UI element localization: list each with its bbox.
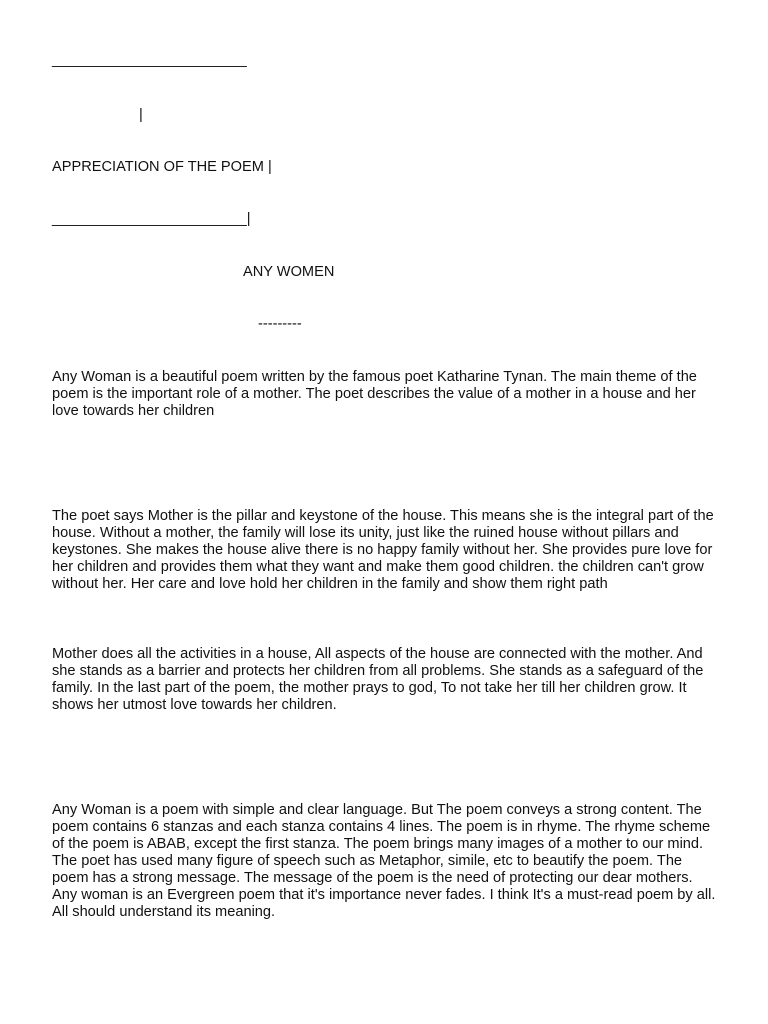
paragraph-introduction: Any Woman is a beautiful poem written by the famous poet Katharine Tynan. The main theme of the poem is the important role of a mother. The poet describes the value of a mother in a house and her love towards her children [52, 369, 697, 419]
paragraph-activities: Mother does all the activities in a house, All aspects of the house are connected with the mother. And she stands as a barrier and protects her children from all problems. She stands as a safeguard of the family. In the last part of the poem, the mother prays to god, To not take her till her children grow. It shows her utmost love towards her children. [52, 646, 704, 713]
top-underline-rule: ________________________ [52, 52, 247, 68]
section-heading: APPRECIATION OF THE POEM | [52, 159, 272, 175]
paragraph-pillar-keystone: The poet says Mother is the pillar and keystone of the house. This means she is the integral part of the house. Without a mother, the family will lose its unity, just like the ruined house without pillars and keystones. She makes the house alive there is no happy family without her. She provides pure love for her children and provides them what they want and make them good children. the children can't grow without her. Her care and love hold her children in the family and show them right path [52, 508, 714, 592]
title-separator-dashes: --------- [258, 316, 302, 332]
pipe-separator: | [139, 107, 143, 123]
paragraph-language-style: Any Woman is a poem with simple and clear language. But The poem conveys a strong content. The poem contains 6 stanzas and each stanza contains 4 lines. The poem is in rhyme. The rhyme scheme of the poem is ABAB, except the first stanza. The poem brings many images of a mother to our mind. The poet has used many figure of speech such as Metaphor, simile, etc to beautify the poem. The poem has a strong message. The message of the poem is the need of protecting our dear mothers. Any woman is an Evergreen poem that it's importance never fades. I think It's a must-read poem by all. All should understand its meaning. [52, 802, 716, 920]
bottom-underline-rule: ________________________| [52, 211, 251, 227]
poem-title: ANY WOMEN [243, 264, 335, 280]
